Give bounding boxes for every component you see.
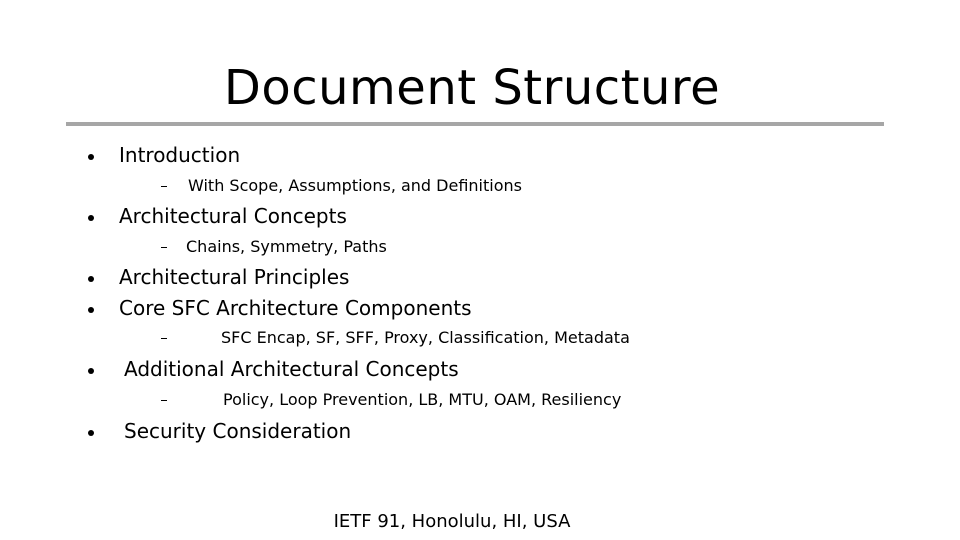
dash-icon <box>161 338 167 339</box>
bullet-text: Additional Architectural Concepts <box>124 357 459 381</box>
sub-item-text: With Scope, Assumptions, and Definitions <box>188 176 522 195</box>
bullet-dot-icon <box>88 307 94 313</box>
bullet-dot-icon <box>88 430 94 436</box>
bullet-dot-icon <box>88 154 94 160</box>
slide-title: Document Structure <box>223 60 721 116</box>
bullet-dot-icon <box>88 368 94 374</box>
bullet-text: Introduction <box>119 143 241 167</box>
bullet-text: Security Consideration <box>124 419 352 443</box>
title-divider <box>66 122 884 126</box>
dash-icon <box>161 400 167 401</box>
bullet-text: Architectural Concepts <box>119 204 347 228</box>
sub-item-text: SFC Encap, SF, SFF, Proxy, Classification, Metadata <box>221 328 630 347</box>
bullet-dot-icon <box>88 215 94 221</box>
sub-item-text: Policy, Loop Prevention, LB, MTU, OAM, Resiliency <box>223 390 622 409</box>
dash-icon <box>161 247 167 248</box>
dash-icon <box>161 186 167 187</box>
sub-item-text: Chains, Symmetry, Paths <box>186 237 387 256</box>
bullet-text: Architectural Principles <box>119 265 350 289</box>
slide-footer: IETF 91, Honolulu, HI, USA <box>333 511 571 532</box>
bullet-dot-icon <box>88 276 94 282</box>
bullet-text: Core SFC Architecture Components <box>119 296 472 320</box>
